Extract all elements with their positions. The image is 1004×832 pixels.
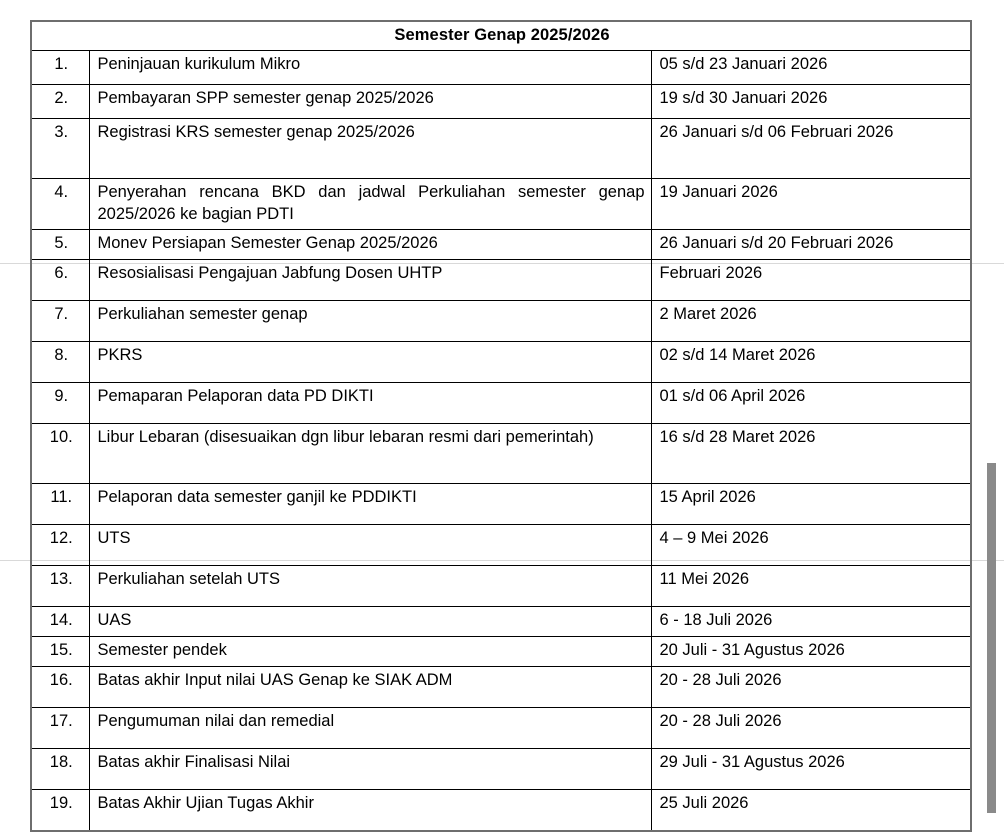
row-date: 20 - 28 Juli 2026 <box>651 708 971 749</box>
page-title: Semester Genap 2025/2026 <box>31 21 971 51</box>
row-number: 6. <box>31 260 89 301</box>
row-number: 16. <box>31 667 89 708</box>
row-number: 8. <box>31 342 89 383</box>
row-date: 2 Maret 2026 <box>651 301 971 342</box>
row-date: 29 Juli - 31 Agustus 2026 <box>651 749 971 790</box>
row-number: 18. <box>31 749 89 790</box>
row-activity: Batas akhir Input nilai UAS Genap ke SIAK ADM <box>89 667 651 708</box>
row-number: 9. <box>31 383 89 424</box>
row-number: 12. <box>31 525 89 566</box>
row-activity: Pembayaran SPP semester genap 2025/2026 <box>89 85 651 119</box>
scrollbar-thumb[interactable] <box>987 463 996 813</box>
row-activity: Libur Lebaran (disesuaikan dgn libur lebaran resmi dari pemerintah) <box>89 424 651 484</box>
row-activity: Perkuliahan semester genap <box>89 301 651 342</box>
row-date: 16 s/d 28 Maret 2026 <box>651 424 971 484</box>
row-date: 11 Mei 2026 <box>651 566 971 607</box>
row-number: 3. <box>31 119 89 179</box>
row-date: 19 s/d 30 Januari 2026 <box>651 85 971 119</box>
row-number: 10. <box>31 424 89 484</box>
table-title-row <box>31 21 971 51</box>
row-number: 19. <box>31 790 89 832</box>
table-body <box>31 51 971 831</box>
row-activity: UTS <box>89 525 651 566</box>
row-activity: Penyerahan rencana BKD dan jadwal Perkuliahan semester genap 2025/2026 ke bagian PDTI <box>89 179 651 230</box>
table-row <box>31 85 971 119</box>
row-activity: Peninjauan kurikulum Mikro <box>89 51 651 85</box>
table-row <box>31 119 971 179</box>
table-row <box>31 342 971 383</box>
row-activity: Pengumuman nilai dan remedial <box>89 708 651 749</box>
row-activity: PKRS <box>89 342 651 383</box>
row-date: 20 - 28 Juli 2026 <box>651 667 971 708</box>
table-row <box>31 260 971 301</box>
row-number: 17. <box>31 708 89 749</box>
row-date: 25 Juli 2026 <box>651 790 971 832</box>
table-row <box>31 383 971 424</box>
row-date: 4 – 9 Mei 2026 <box>651 525 971 566</box>
row-activity: UAS <box>89 607 651 637</box>
row-activity: Pelaporan data semester ganjil ke PDDIKTI <box>89 484 651 525</box>
row-activity: Batas Akhir Ujian Tugas Akhir <box>89 790 651 832</box>
row-activity: Pemaparan Pelaporan data PD DIKTI <box>89 383 651 424</box>
table-row <box>31 51 971 85</box>
table-row <box>31 484 971 525</box>
row-date: 02 s/d 14 Maret 2026 <box>651 342 971 383</box>
row-number: 2. <box>31 85 89 119</box>
row-activity: Batas akhir Finalisasi Nilai <box>89 749 651 790</box>
row-number: 4. <box>31 179 89 230</box>
row-date: 20 Juli - 31 Agustus 2026 <box>651 637 971 667</box>
row-activity: Perkuliahan setelah UTS <box>89 566 651 607</box>
table-row <box>31 637 971 667</box>
row-date: 6 - 18 Juli 2026 <box>651 607 971 637</box>
row-number: 1. <box>31 51 89 85</box>
row-activity: Monev Persiapan Semester Genap 2025/2026 <box>89 230 651 260</box>
table-row <box>31 301 971 342</box>
row-activity: Resosialisasi Pengajuan Jabfung Dosen UHTP <box>89 260 651 301</box>
row-activity: Registrasi KRS semester genap 2025/2026 <box>89 119 651 179</box>
table-row <box>31 749 971 790</box>
table-row <box>31 607 971 637</box>
row-date: Februari 2026 <box>651 260 971 301</box>
row-date: 05 s/d 23 Januari 2026 <box>651 51 971 85</box>
table-row <box>31 566 971 607</box>
table-row <box>31 708 971 749</box>
academic-calendar-table-container <box>30 20 972 832</box>
row-number: 15. <box>31 637 89 667</box>
table-row <box>31 424 971 484</box>
row-number: 13. <box>31 566 89 607</box>
row-date: 26 Januari s/d 06 Februari 2026 <box>651 119 971 179</box>
row-date: 26 Januari s/d 20 Februari 2026 <box>651 230 971 260</box>
row-number: 14. <box>31 607 89 637</box>
academic-calendar-table <box>30 20 972 832</box>
table-row <box>31 230 971 260</box>
row-date: 19 Januari 2026 <box>651 179 971 230</box>
vertical-scrollbar[interactable] <box>988 0 1004 813</box>
row-number: 5. <box>31 230 89 260</box>
table-row <box>31 179 971 230</box>
row-activity: Semester pendek <box>89 637 651 667</box>
table-row <box>31 790 971 832</box>
table-row <box>31 667 971 708</box>
row-date: 15 April 2026 <box>651 484 971 525</box>
row-date: 01 s/d 06 April 2026 <box>651 383 971 424</box>
row-number: 11. <box>31 484 89 525</box>
row-number: 7. <box>31 301 89 342</box>
table-row <box>31 525 971 566</box>
